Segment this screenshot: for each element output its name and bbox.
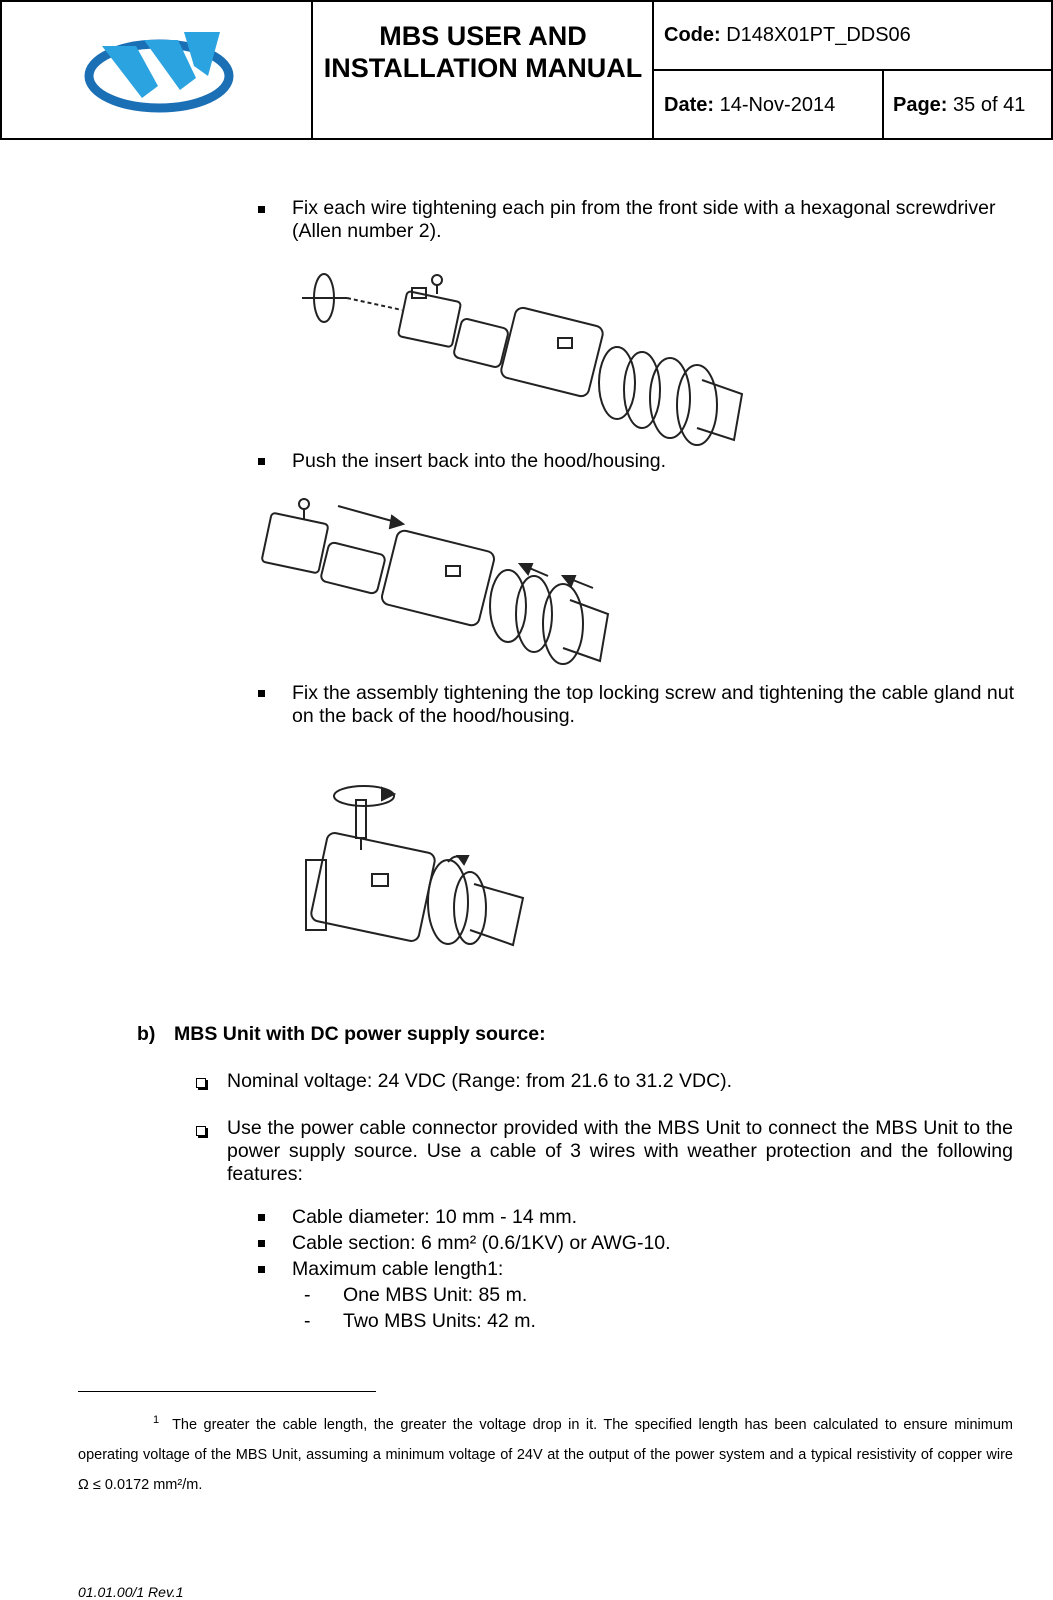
header-divider <box>882 70 884 140</box>
figure-fix-assembly <box>298 780 538 965</box>
length-item: Two MBS Units: 42 m. <box>343 1310 536 1332</box>
list-item: Use the power cable connector provided with the MBS Unit to connect the MBS Unit to the power supply source. Use a cable of 3 wires with weather protection and the following features: <box>227 1117 1013 1185</box>
footnote-text: The greater the cable length, the greater the voltage drop in it. The specified length has been calculated to ensure minimum operating voltage of the MBS Unit, assuming a minimum voltage of 24V at the output of the power system and a typical resistivity of copper wire Ω ≤ 0.0172 mm²/m. <box>78 1416 1014 1493</box>
page-field <box>893 94 1025 117</box>
code-value: D148X01PT_DDS06 <box>726 24 911 46</box>
step-text: Push the insert back into the hood/housing. <box>292 450 667 472</box>
step-text: Fix the assembly tightening the top locking screw and tightening the cable gland nut on the back of the hood/housing. <box>292 682 1014 727</box>
header-divider <box>652 69 1053 71</box>
footnote-mark: 1 <box>153 1414 160 1426</box>
code-field <box>664 24 911 47</box>
figure-wire-screwdriver <box>292 268 752 453</box>
date-field <box>664 94 835 117</box>
page-label: Page: <box>893 94 948 116</box>
bullet-icon <box>258 458 265 465</box>
page-value: 35 of 41 <box>953 94 1026 116</box>
dash-bullet: - <box>304 1284 311 1306</box>
length-item: One MBS Unit: 85 m. <box>343 1284 528 1306</box>
bullet-icon <box>258 690 265 697</box>
date-label: Date: <box>664 94 715 116</box>
bullet-icon <box>258 1240 265 1247</box>
checkbox-bullet-icon <box>196 1078 206 1088</box>
bullet-icon <box>258 1266 265 1273</box>
footnote-rule <box>78 1391 376 1392</box>
checkbox-bullet-icon <box>196 1126 206 1136</box>
feature-item: Cable section: 6 mm² (0.6/1KV) or AWG-10. <box>292 1232 671 1254</box>
list-item: Nominal voltage: 24 VDC (Range: from 21.6 to 31.2 VDC). <box>227 1070 733 1092</box>
feature-item: Cable diameter: 10 mm - 14 mm. <box>292 1206 578 1228</box>
feature-item: Maximum cable length1: <box>292 1258 504 1280</box>
footnote <box>78 1405 1013 1500</box>
step-text: Fix each wire tightening each pin from the front side with a hexagonal screwdriver (Allen number 2). <box>292 197 996 242</box>
code-label: Code: <box>664 24 721 46</box>
dash-bullet: - <box>304 1310 311 1332</box>
document-title: MBS USER AND INSTALLATION MANUAL <box>323 21 643 83</box>
document-reference: 01.01.00/1 Rev.1 <box>78 1584 184 1600</box>
company-logo <box>84 28 234 119</box>
figure-push-insert <box>258 496 618 681</box>
bullet-icon <box>258 1214 265 1221</box>
section-label: b) <box>137 1023 156 1045</box>
section-heading: MBS Unit with DC power supply source: <box>174 1023 546 1045</box>
date-value: 14-Nov-2014 <box>719 94 836 116</box>
bullet-icon <box>258 206 265 213</box>
